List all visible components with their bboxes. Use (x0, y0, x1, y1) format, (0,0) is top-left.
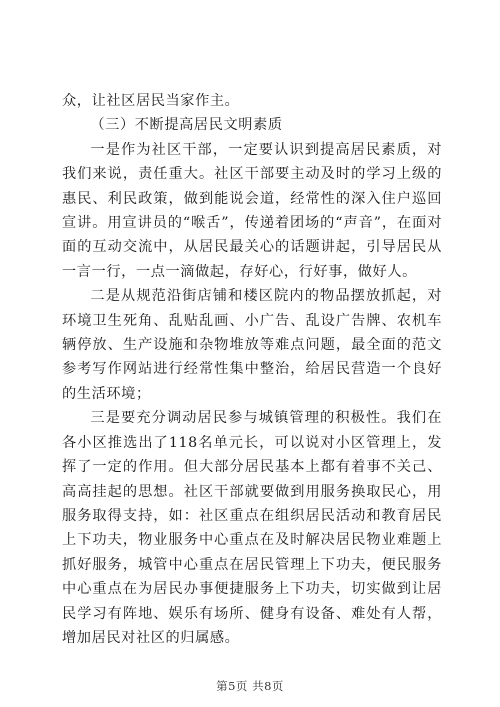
paragraph-first-point: 一是作为社区干部，一定要认识到提高居民素质，对我们来说，责任重大。社区干部要主动及时的学习上级的惠民、利民政策，做到能说会道，经常性的深入住户巡回宣讲。用宣讲员的“喉舌”，传递着团场的“声音”，在面对面的互动交流中，从居民最关心的话题讲起，引导居民从一言一行，一点一滴做起，存好心，行好事，做好人。 (62, 141, 442, 280)
paragraph-continuation: 众，让社区居民当家作主。 (62, 93, 240, 109)
paragraph-second-point: 二是从规范沿街店铺和楼区院内的物品摆放抓起，对环境卫生死角、乱贴乱画、小广告、乱设广告牌、农机车辆停放、生产设施和杂物堆放等难点问题，最全面的范文参考写作网站进行经常性集中整治，给居民营造一个良好的生活环境； (62, 288, 442, 402)
section-heading: （三）不断提高居民文明素质 (90, 117, 283, 134)
paragraph-third-point: 三是要充分调动居民参与城镇管理的积极性。我们在各小区推选出了118名单元长，可以说对小区管理上，发挥了一定的作用。但大部分居民基本上都有着事不关己、高高挂起的思想。社区干部就要做到用服务换取民心，用服务取得支持，如：社区重点在组织居民活动和教育居民上下功夫，物业服务中心重点在及时解决居民物业难题上抓好服务，城管中心重点在居民管理上下功夫，便民服务中心重点在为居民办事便捷服务上下功夫，切实做到让居民学习有阵地、娱乐有场所、健身有设备、难处有人帮，增加居民对社区的归属感。 (62, 410, 442, 646)
page-number-footer: 第5页 共8页 (216, 679, 284, 693)
document-body (62, 89, 442, 650)
